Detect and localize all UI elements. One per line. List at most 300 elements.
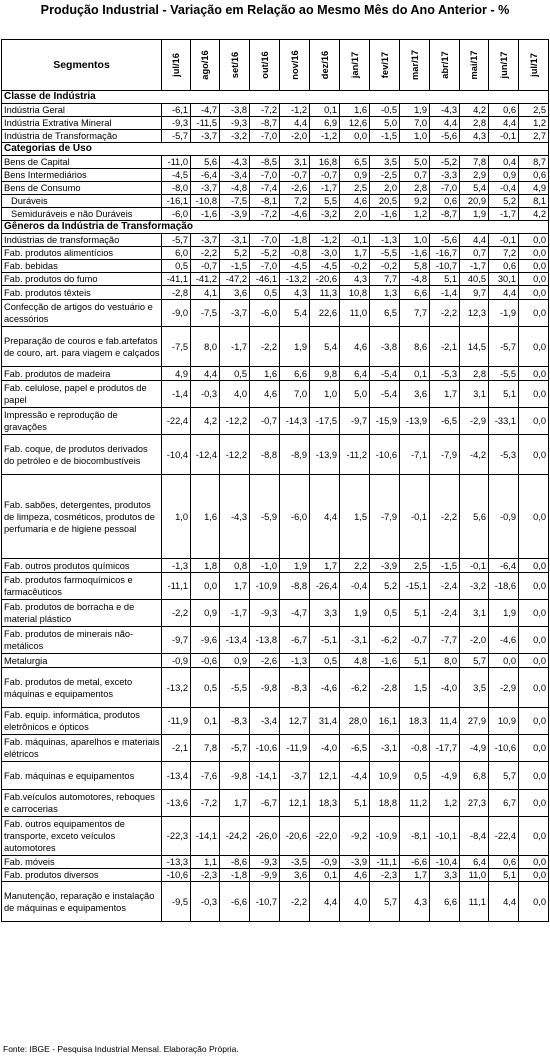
value-cell: -0,7 bbox=[191, 260, 220, 273]
table-row bbox=[2, 104, 549, 117]
value-cell: -20,6 bbox=[310, 273, 340, 286]
table-row bbox=[2, 182, 549, 195]
value-cell: -9,9 bbox=[250, 869, 280, 882]
value-cell: 0,0 bbox=[519, 869, 549, 882]
value-cell: 0,0 bbox=[519, 260, 549, 273]
value-cell: -8,5 bbox=[250, 156, 280, 169]
value-cell: 16,1 bbox=[370, 708, 400, 735]
month-label: mai/17 bbox=[469, 50, 479, 80]
value-cell: -1,5 bbox=[430, 559, 460, 573]
table-row bbox=[2, 708, 549, 735]
value-cell: -8,1 bbox=[400, 817, 430, 856]
table-row bbox=[2, 627, 549, 654]
month-header bbox=[400, 40, 430, 91]
value-cell: 0,0 bbox=[519, 408, 549, 435]
value-cell: -4,5 bbox=[280, 260, 310, 273]
value-cell: 1,9 bbox=[340, 600, 370, 627]
value-cell: 5,2 bbox=[370, 573, 400, 600]
value-cell: 10,8 bbox=[340, 286, 370, 300]
value-cell: -7,9 bbox=[430, 435, 460, 475]
value-cell: 1,0 bbox=[400, 130, 430, 143]
value-cell: 0,0 bbox=[519, 573, 549, 600]
value-cell: 5,6 bbox=[460, 475, 489, 559]
value-cell: 1,0 bbox=[310, 381, 340, 408]
value-cell: -13,2 bbox=[280, 273, 310, 286]
value-cell: 0,6 bbox=[430, 195, 460, 208]
segment-label: Fab. equip. informática, produtos eletrônicos e ópticos bbox=[2, 708, 162, 735]
value-cell: -2,2 bbox=[430, 300, 460, 327]
table-row bbox=[2, 169, 549, 182]
value-cell: -4,0 bbox=[430, 668, 460, 708]
value-cell: 7,8 bbox=[191, 735, 220, 762]
value-cell: -3,2 bbox=[460, 573, 489, 600]
segment-label: Fab. produtos farmoquímicos e farmacêuticos bbox=[2, 573, 162, 600]
value-cell: -1,4 bbox=[430, 286, 460, 300]
value-cell: -1,3 bbox=[280, 654, 310, 668]
value-cell: -14,1 bbox=[250, 762, 280, 790]
value-cell: 22,6 bbox=[310, 300, 340, 327]
value-cell: -3,1 bbox=[370, 735, 400, 762]
value-cell: 5,7 bbox=[489, 762, 519, 790]
value-cell: -6,4 bbox=[489, 559, 519, 573]
value-cell: 12,1 bbox=[310, 762, 340, 790]
value-cell: -4,4 bbox=[340, 762, 370, 790]
value-cell: 3,6 bbox=[400, 381, 430, 408]
value-cell: -33,1 bbox=[489, 408, 519, 435]
value-cell: 1,9 bbox=[489, 600, 519, 627]
month-label: mar/17 bbox=[409, 50, 420, 80]
value-cell: -8,9 bbox=[280, 435, 310, 475]
value-cell: -10,8 bbox=[191, 195, 220, 208]
table-row bbox=[2, 117, 549, 130]
value-cell: 4,4 bbox=[489, 117, 519, 130]
value-cell: -1,5 bbox=[370, 130, 400, 143]
value-cell: 28,0 bbox=[340, 708, 370, 735]
value-cell: 0,1 bbox=[310, 869, 340, 882]
value-cell: 5,1 bbox=[400, 654, 430, 668]
value-cell: 1,6 bbox=[340, 104, 370, 117]
value-cell: 8,1 bbox=[519, 195, 549, 208]
source-footnote: Fonte: IBGE - Pesquisa Industrial Mensal. Elaboração Própria. bbox=[3, 1044, 239, 1054]
value-cell: 0,7 bbox=[400, 169, 430, 182]
value-cell: -5,2 bbox=[430, 156, 460, 169]
value-cell: -3,2 bbox=[310, 208, 340, 221]
value-cell: 4,6 bbox=[250, 381, 280, 408]
value-cell: 5,7 bbox=[370, 882, 400, 922]
value-cell: 0,0 bbox=[519, 234, 549, 247]
value-cell: -3,7 bbox=[220, 300, 250, 327]
value-cell: -0,7 bbox=[310, 169, 340, 182]
value-cell: -2,3 bbox=[370, 869, 400, 882]
value-cell: -1,6 bbox=[370, 208, 400, 221]
value-cell: 5,0 bbox=[400, 156, 430, 169]
segment-label: Fab. coque, de produtos derivados do petróleo e de biocombustíveis bbox=[2, 435, 162, 475]
value-cell: -0,1 bbox=[340, 234, 370, 247]
value-cell: 4,4 bbox=[310, 475, 340, 559]
value-cell: -0,1 bbox=[489, 234, 519, 247]
value-cell: -1,8 bbox=[280, 234, 310, 247]
value-cell: 5,2 bbox=[220, 247, 250, 260]
value-cell: -41,2 bbox=[191, 273, 220, 286]
value-cell: 0,0 bbox=[519, 300, 549, 327]
table-row bbox=[2, 735, 549, 762]
value-cell: -7,0 bbox=[250, 130, 280, 143]
value-cell: -3,7 bbox=[191, 130, 220, 143]
value-cell: 0,0 bbox=[519, 381, 549, 408]
value-cell: 9,8 bbox=[310, 367, 340, 381]
value-cell: 4,4 bbox=[310, 882, 340, 922]
value-cell: -2,9 bbox=[460, 408, 489, 435]
value-cell: 11,2 bbox=[400, 790, 430, 817]
value-cell: -0,5 bbox=[370, 104, 400, 117]
value-cell: 0,0 bbox=[519, 735, 549, 762]
value-cell: -4,6 bbox=[489, 627, 519, 654]
value-cell: 1,7 bbox=[430, 381, 460, 408]
value-cell: 3,6 bbox=[220, 286, 250, 300]
value-cell: -6,6 bbox=[220, 882, 250, 922]
value-cell: 5,7 bbox=[460, 654, 489, 668]
value-cell: -1,0 bbox=[250, 559, 280, 573]
segment-label: Bens de Consumo bbox=[2, 182, 162, 195]
value-cell: -13,6 bbox=[162, 790, 191, 817]
value-cell: -4,5 bbox=[162, 169, 191, 182]
value-cell: 5,1 bbox=[489, 381, 519, 408]
value-cell: -0,1 bbox=[460, 559, 489, 573]
table-row bbox=[2, 654, 549, 668]
value-cell: 4,6 bbox=[340, 327, 370, 367]
value-cell: -0,3 bbox=[191, 381, 220, 408]
value-cell: 0,1 bbox=[191, 708, 220, 735]
segment-label: Confecção de artigos do vestuário e acessórios bbox=[2, 300, 162, 327]
table-row bbox=[2, 882, 549, 922]
value-cell: 5,1 bbox=[400, 600, 430, 627]
value-cell: -13,9 bbox=[310, 435, 340, 475]
value-cell: 9,2 bbox=[400, 195, 430, 208]
value-cell: 2,8 bbox=[400, 182, 430, 195]
table-title: Produção Industrial - Variação em Relação ao Mesmo Mês do Ano Anterior - % bbox=[40, 3, 510, 17]
value-cell: -8,8 bbox=[250, 435, 280, 475]
value-cell: -5,6 bbox=[430, 234, 460, 247]
value-cell: -5,6 bbox=[430, 130, 460, 143]
month-header bbox=[489, 40, 519, 91]
value-cell: -3,7 bbox=[191, 234, 220, 247]
value-cell: 0,9 bbox=[220, 654, 250, 668]
value-cell: 0,5 bbox=[162, 260, 191, 273]
value-cell: 0,0 bbox=[519, 247, 549, 260]
value-cell: 0,0 bbox=[519, 627, 549, 654]
value-cell: 1,8 bbox=[191, 559, 220, 573]
value-cell: -7,2 bbox=[250, 104, 280, 117]
month-header bbox=[519, 40, 549, 91]
value-cell: -3,9 bbox=[370, 559, 400, 573]
value-cell: -8,1 bbox=[250, 195, 280, 208]
value-cell: -3,7 bbox=[280, 762, 310, 790]
value-cell: -2,0 bbox=[460, 627, 489, 654]
value-cell: 0,0 bbox=[519, 286, 549, 300]
month-header bbox=[250, 40, 280, 91]
value-cell: -3,2 bbox=[220, 130, 250, 143]
value-cell: 5,5 bbox=[310, 195, 340, 208]
value-cell: 0,5 bbox=[191, 668, 220, 708]
value-cell: -3,3 bbox=[430, 169, 460, 182]
month-header bbox=[370, 40, 400, 91]
value-cell: 1,5 bbox=[400, 668, 430, 708]
value-cell: -10,4 bbox=[430, 856, 460, 869]
value-cell: 0,7 bbox=[460, 247, 489, 260]
value-cell: -1,3 bbox=[370, 234, 400, 247]
value-cell: 4,4 bbox=[460, 234, 489, 247]
value-cell: -5,3 bbox=[489, 435, 519, 475]
value-cell: -2,9 bbox=[489, 668, 519, 708]
value-cell: 1,0 bbox=[162, 475, 191, 559]
value-cell: 5,1 bbox=[489, 869, 519, 882]
value-cell: 4,4 bbox=[191, 367, 220, 381]
value-cell: 20,5 bbox=[370, 195, 400, 208]
value-cell: -6,6 bbox=[400, 856, 430, 869]
table-row bbox=[2, 195, 549, 208]
value-cell: -6,0 bbox=[280, 475, 310, 559]
value-cell: -7,0 bbox=[250, 260, 280, 273]
value-cell: 5,4 bbox=[280, 300, 310, 327]
industrial-production-table bbox=[1, 39, 549, 922]
value-cell: 2,2 bbox=[340, 559, 370, 573]
value-cell: -7,2 bbox=[191, 790, 220, 817]
table-row bbox=[2, 762, 549, 790]
value-cell: 4,3 bbox=[340, 273, 370, 286]
value-cell: -9,3 bbox=[220, 117, 250, 130]
value-cell: 6,4 bbox=[460, 856, 489, 869]
value-cell: -7,9 bbox=[370, 475, 400, 559]
value-cell: 0,6 bbox=[489, 260, 519, 273]
value-cell: 7,0 bbox=[280, 381, 310, 408]
value-cell: -1,7 bbox=[310, 182, 340, 195]
value-cell: -13,4 bbox=[162, 762, 191, 790]
value-cell: -6,1 bbox=[162, 104, 191, 117]
value-cell: -5,5 bbox=[370, 247, 400, 260]
table-row bbox=[2, 600, 549, 627]
value-cell: -1,7 bbox=[220, 600, 250, 627]
value-cell: -5,4 bbox=[370, 367, 400, 381]
segment-label: Fab. produtos de minerais não-metálicos bbox=[2, 627, 162, 654]
value-cell: 7,8 bbox=[460, 156, 489, 169]
value-cell: -7,7 bbox=[430, 627, 460, 654]
value-cell: 4,9 bbox=[519, 182, 549, 195]
month-label: nov/16 bbox=[289, 50, 300, 80]
value-cell: -11,9 bbox=[280, 735, 310, 762]
table-row bbox=[2, 573, 549, 600]
value-cell: -4,6 bbox=[310, 668, 340, 708]
segment-label: Preparação de couros e fab.artefatos de couro, art. para viagem e calçados bbox=[2, 327, 162, 367]
value-cell: 0,5 bbox=[400, 762, 430, 790]
value-cell: -2,2 bbox=[250, 327, 280, 367]
value-cell: -9,8 bbox=[250, 668, 280, 708]
value-cell: -5,7 bbox=[489, 327, 519, 367]
value-cell: 11,0 bbox=[460, 869, 489, 882]
value-cell: -26,0 bbox=[250, 817, 280, 856]
table-row bbox=[2, 856, 549, 869]
value-cell: -8,0 bbox=[162, 182, 191, 195]
value-cell: 6,6 bbox=[280, 367, 310, 381]
value-cell: -6,0 bbox=[162, 208, 191, 221]
section-header-row bbox=[2, 221, 549, 234]
value-cell: -12,2 bbox=[220, 408, 250, 435]
value-cell: 2,9 bbox=[460, 169, 489, 182]
value-cell: -0,8 bbox=[400, 735, 430, 762]
value-cell: 5,0 bbox=[370, 117, 400, 130]
value-cell: -9,7 bbox=[340, 408, 370, 435]
value-cell: 7,7 bbox=[400, 300, 430, 327]
month-label: jun/17 bbox=[498, 51, 509, 79]
value-cell: 0,0 bbox=[519, 882, 549, 922]
value-cell: -46,1 bbox=[250, 273, 280, 286]
value-cell: 0,0 bbox=[519, 475, 549, 559]
value-cell: -2,0 bbox=[280, 130, 310, 143]
value-cell: -9,3 bbox=[250, 856, 280, 869]
table-row bbox=[2, 435, 549, 475]
value-cell: 4,3 bbox=[400, 882, 430, 922]
value-cell: 7,2 bbox=[489, 247, 519, 260]
table-row bbox=[2, 156, 549, 169]
month-label: dez/16 bbox=[319, 50, 330, 80]
value-cell: -9,7 bbox=[162, 627, 191, 654]
month-label: ago/16 bbox=[200, 50, 210, 80]
value-cell: 1,0 bbox=[400, 234, 430, 247]
table-row bbox=[2, 247, 549, 260]
value-cell: -5,9 bbox=[250, 475, 280, 559]
value-cell: -4,7 bbox=[191, 104, 220, 117]
value-cell: -15,1 bbox=[400, 573, 430, 600]
value-cell: -4,8 bbox=[220, 182, 250, 195]
value-cell: -10,7 bbox=[430, 260, 460, 273]
value-cell: 4,0 bbox=[340, 882, 370, 922]
value-cell: 10,9 bbox=[489, 708, 519, 735]
table-row bbox=[2, 130, 549, 143]
value-cell: 4,2 bbox=[519, 208, 549, 221]
value-cell: 2,5 bbox=[400, 559, 430, 573]
value-cell: -10,6 bbox=[162, 869, 191, 882]
value-cell: 2,8 bbox=[460, 117, 489, 130]
value-cell: -5,7 bbox=[162, 234, 191, 247]
value-cell: -7,2 bbox=[250, 208, 280, 221]
value-cell: -2,1 bbox=[430, 327, 460, 367]
value-cell: -2,8 bbox=[162, 286, 191, 300]
value-cell: -5,5 bbox=[489, 367, 519, 381]
value-cell: 1,7 bbox=[340, 247, 370, 260]
segment-label: Fab. produtos alimentícios bbox=[2, 247, 162, 260]
table-row bbox=[2, 817, 549, 856]
value-cell: -0,9 bbox=[489, 475, 519, 559]
value-cell: 4,8 bbox=[340, 654, 370, 668]
value-cell: 0,0 bbox=[519, 435, 549, 475]
header-row bbox=[2, 40, 549, 91]
value-cell: -15,9 bbox=[370, 408, 400, 435]
value-cell: -6,7 bbox=[280, 627, 310, 654]
value-cell: -1,6 bbox=[400, 247, 430, 260]
value-cell: 1,2 bbox=[400, 208, 430, 221]
value-cell: -22,0 bbox=[310, 817, 340, 856]
value-cell: -4,3 bbox=[220, 475, 250, 559]
value-cell: -7,0 bbox=[250, 234, 280, 247]
value-cell: -0,1 bbox=[400, 475, 430, 559]
value-cell: -2,6 bbox=[250, 654, 280, 668]
value-cell: -17,7 bbox=[430, 735, 460, 762]
value-cell: -4,3 bbox=[220, 156, 250, 169]
value-cell: 1,9 bbox=[280, 559, 310, 573]
value-cell: -13,8 bbox=[250, 627, 280, 654]
value-cell: 0,0 bbox=[519, 273, 549, 286]
value-cell: 10,9 bbox=[370, 762, 400, 790]
value-cell: 0,0 bbox=[519, 762, 549, 790]
value-cell: 27,9 bbox=[460, 708, 489, 735]
value-cell: -5,4 bbox=[370, 381, 400, 408]
value-cell: 11,3 bbox=[310, 286, 340, 300]
month-label: out/16 bbox=[259, 51, 270, 79]
segment-label: Fab. outros produtos químicos bbox=[2, 559, 162, 573]
value-cell: 40,5 bbox=[460, 273, 489, 286]
value-cell: 3,5 bbox=[370, 156, 400, 169]
value-cell: -12,2 bbox=[220, 435, 250, 475]
value-cell: -11,2 bbox=[340, 435, 370, 475]
value-cell: 6,4 bbox=[340, 367, 370, 381]
value-cell: 0,0 bbox=[519, 856, 549, 869]
value-cell: -3,4 bbox=[220, 169, 250, 182]
value-cell: -24,2 bbox=[220, 817, 250, 856]
value-cell: 1,7 bbox=[220, 573, 250, 600]
value-cell: -2,4 bbox=[430, 573, 460, 600]
value-cell: -10,6 bbox=[250, 735, 280, 762]
value-cell: -16,7 bbox=[430, 247, 460, 260]
value-cell: 0,5 bbox=[370, 600, 400, 627]
value-cell: -4,6 bbox=[280, 208, 310, 221]
value-cell: 6,5 bbox=[370, 300, 400, 327]
value-cell: -9,6 bbox=[191, 627, 220, 654]
value-cell: -0,8 bbox=[280, 247, 310, 260]
value-cell: -0,6 bbox=[191, 654, 220, 668]
value-cell: 0,0 bbox=[519, 708, 549, 735]
value-cell: -7,5 bbox=[220, 195, 250, 208]
value-cell: -1,6 bbox=[370, 654, 400, 668]
value-cell: -26,4 bbox=[310, 573, 340, 600]
table-row bbox=[2, 668, 549, 708]
value-cell: -11,5 bbox=[191, 117, 220, 130]
segment-label: Bens de Capital bbox=[2, 156, 162, 169]
value-cell: 0,5 bbox=[250, 286, 280, 300]
value-cell: 6,6 bbox=[430, 882, 460, 922]
value-cell: -10,7 bbox=[250, 882, 280, 922]
value-cell: 0,1 bbox=[400, 367, 430, 381]
value-cell: -1,8 bbox=[220, 869, 250, 882]
value-cell: -4,0 bbox=[310, 735, 340, 762]
value-cell: -9,5 bbox=[162, 882, 191, 922]
value-cell: -0,4 bbox=[340, 573, 370, 600]
value-cell: -0,7 bbox=[280, 169, 310, 182]
value-cell: -14,1 bbox=[191, 817, 220, 856]
value-cell: -6,7 bbox=[250, 790, 280, 817]
value-cell: 1,1 bbox=[191, 856, 220, 869]
value-cell: 1,5 bbox=[340, 475, 370, 559]
value-cell: 12,3 bbox=[460, 300, 489, 327]
month-header bbox=[340, 40, 370, 91]
value-cell: 4,6 bbox=[340, 195, 370, 208]
value-cell: -2,4 bbox=[430, 600, 460, 627]
value-cell: 1,6 bbox=[191, 475, 220, 559]
value-cell: -3,4 bbox=[250, 708, 280, 735]
value-cell: -5,2 bbox=[250, 247, 280, 260]
segment-label: Fab. outros equipamentos de transporte, exceto veículos automotores bbox=[2, 817, 162, 856]
value-cell: -1,4 bbox=[162, 381, 191, 408]
value-cell: 0,9 bbox=[191, 600, 220, 627]
table-row bbox=[2, 234, 549, 247]
